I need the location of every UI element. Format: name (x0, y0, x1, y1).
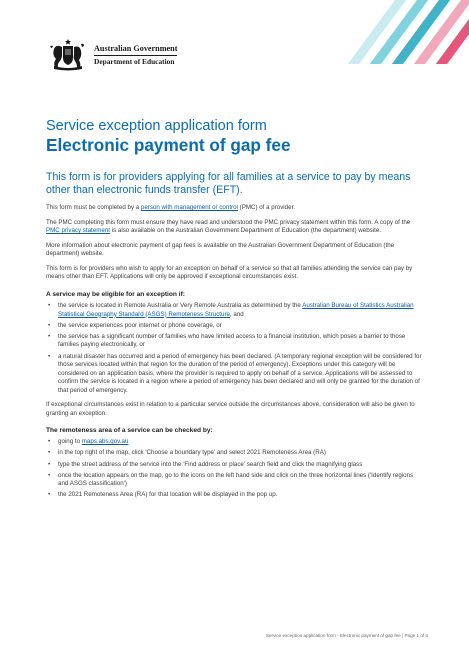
list-item: • once the location appears on the map, go to the icons on the left hand side and click on the three horizontal lines ('Identify regions and ASGS classification') (46, 472, 424, 489)
header (46, 38, 177, 72)
text-span: is also available on the Australian Government Department of Education (the department) website. (109, 227, 381, 235)
asgs-remoteness-link[interactable]: Australian Bureau of Statistics Australian Statistical Geography Standard (ASGS) Remoteness Structure (58, 301, 414, 318)
form-title: Service exception application form (46, 118, 267, 134)
eligibility-list (46, 302, 424, 395)
decorative-stripes (329, 0, 469, 64)
text-span: the service is located in Remote Australia or Very Remote Australia as determined by the (58, 301, 303, 309)
privacy-paragraph (46, 219, 424, 236)
list-item (46, 302, 424, 319)
australian-coat-of-arms-icon (46, 38, 90, 72)
completion-paragraph (46, 204, 424, 213)
text-span: going to (58, 438, 82, 446)
document-body (46, 118, 424, 503)
exceptional-paragraph: If exceptional circumstances exist in relation to a particular service outside the circumstances above, consideration will also be given to granting an exception. (46, 401, 415, 417)
list-item: • type the street address of the service into the 'Find address or place' search field and click the magnifying glass (46, 461, 424, 470)
list-item: • in the top right of the map, click 'Choose a boundary type' and select 2021 Remoteness Area (RA) (46, 449, 424, 458)
form-subtitle: Electronic payment of gap fee (46, 134, 291, 155)
text-span: (PMC) of a provider. (237, 204, 296, 212)
list-item: • the service experiences poor internet or phone coverage, or (46, 322, 424, 331)
page-footer: Service exception application form - Electronic payment of gap fee | Page 1 of 4 (265, 633, 428, 638)
list-item: • the 2021 Remoteness Area (RA) for that location will be displayed in the pop up. (46, 491, 424, 500)
text-span: This form must be completed by a (46, 204, 141, 212)
government-name: Australian Government (94, 44, 178, 54)
list-item: • the service has a significant number of families who have limited access to a financial institution, which poses a barrier to those families paying electronically, or (46, 333, 424, 350)
info-paragraph: More information about electronic payment of gap fees is available on the Australian Government Department of Education (the department) website. (46, 241, 395, 258)
text-span: The PMC completing this form must ensure they have read and understood the PMC privacy statement within this form. A copy of the (46, 218, 411, 226)
text-span: , and (229, 310, 244, 318)
list-item: • a natural disaster has occurred and a period of emergency has been declared. (A temporary regional exception will be considered for those services located within that region for the duration of the period of emergency). Exceptions under this category will be considered on an application basis, where the provider is required to apply on behalf of a service. Applications will be assessed to confirm the service is located in a region where a period of emergency has been declared and will only be granted for the duration of that period of emergency. (46, 353, 424, 396)
eligibility-heading: A service may be eligible for an exception if: (46, 290, 186, 298)
list-item (46, 438, 424, 447)
remoteness-list (46, 438, 424, 500)
remoteness-heading: The remoteness area of a service can be checked by: (46, 427, 213, 435)
department-name: Department of Education (94, 55, 177, 66)
pmc-link[interactable]: person with management or control (140, 204, 238, 212)
abs-maps-link[interactable]: maps.abs.gov.au (81, 438, 129, 446)
purpose-paragraph: This form is for providers who wish to apply for an exception on behalf of a service so that all families attending the service can pay by means other than EFT. Applications will only be approved if exceptional circumstances exist. (46, 264, 413, 281)
intro-statement: This form is for providers applying for all families at a service to pay by means other than electronic funds transfer (EFT). (46, 171, 411, 197)
privacy-statement-link[interactable]: PMC privacy statement (46, 227, 110, 235)
